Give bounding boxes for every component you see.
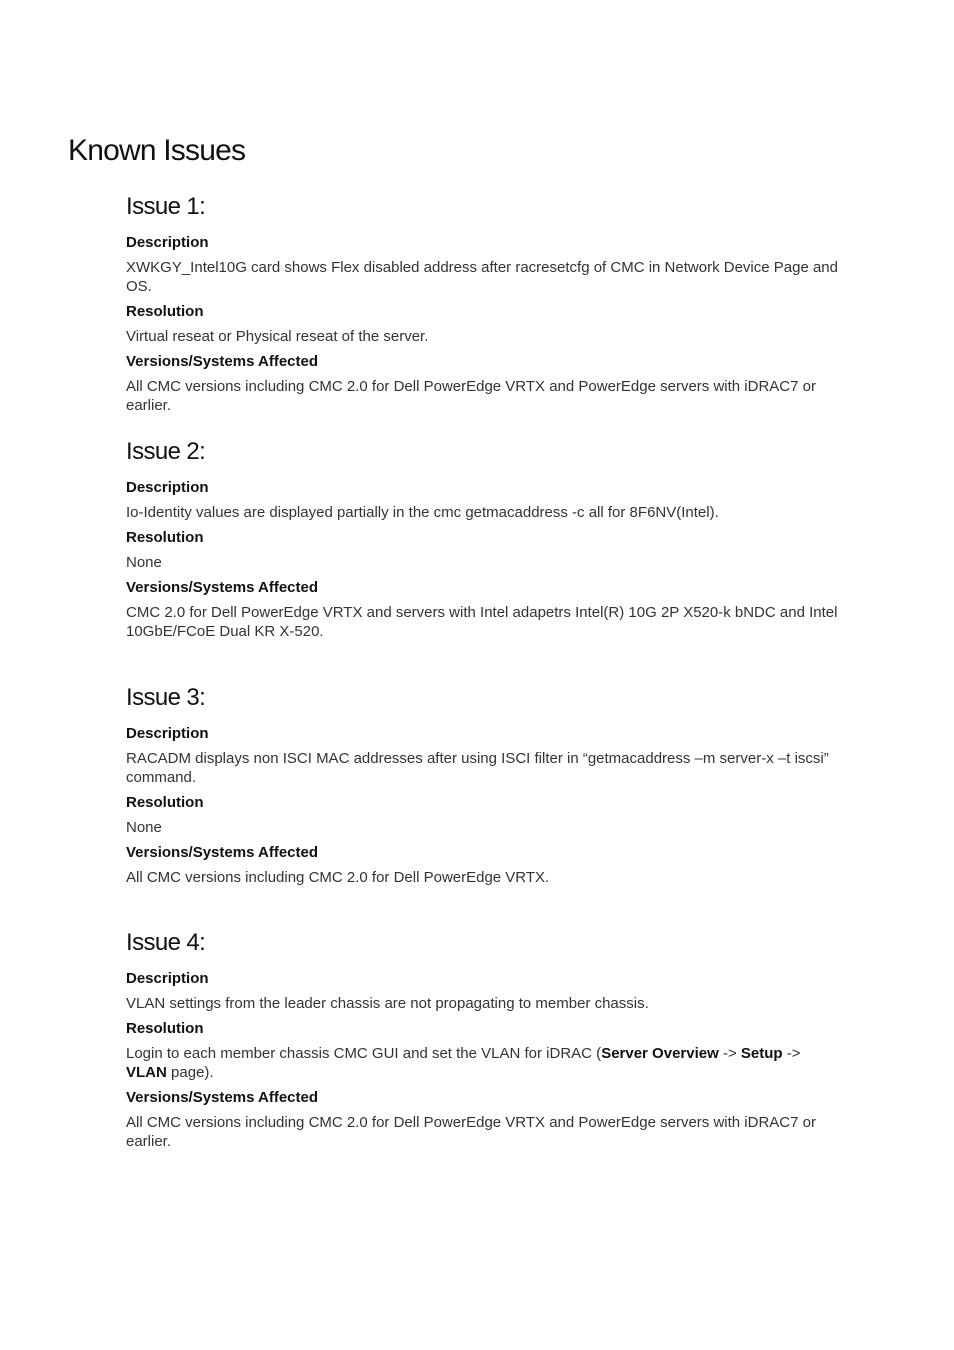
issue-section: [126, 684, 840, 893]
resolution-label: Resolution: [126, 303, 204, 320]
affected-label: Versions/Systems Affected: [126, 844, 319, 861]
setup-term: Setup: [740, 1045, 783, 1062]
affected-text: All CMC versions including CMC 2.0 for Dell PowerEdge VRTX and PowerEdge servers with iDRAC7 or earlier.: [126, 378, 816, 414]
affected-label: Versions/Systems Affected: [126, 1089, 319, 1106]
resolution-prefix: Login to each member chassis CMC GUI and set the VLAN for iDRAC (: [126, 1045, 602, 1062]
affected-text: CMC 2.0 for Dell PowerEdge VRTX and servers with Intel adapetrs Intel(R) 10G 2P X520-k bNDC and Intel 10GbE/FCoE Dual KR X-520.: [126, 604, 838, 640]
affected-label: Versions/Systems Affected: [126, 353, 319, 370]
resolution-text: None: [126, 819, 162, 836]
path-separator: ->: [782, 1045, 801, 1062]
issue-title: Issue 1:: [126, 193, 206, 220]
affected-label: Versions/Systems Affected: [126, 579, 319, 596]
path-separator: ->: [718, 1045, 741, 1062]
issue-section: [126, 929, 840, 1157]
description-label: Description: [126, 479, 209, 496]
description-text: Io-Identity values are displayed partially in the cmc getmacaddress -c all for 8F6NV(Intel).: [126, 504, 719, 521]
issue-title: Issue 4:: [126, 929, 206, 956]
affected-text: All CMC versions including CMC 2.0 for Dell PowerEdge VRTX.: [126, 869, 550, 886]
issue-title: Issue 3:: [126, 684, 206, 711]
description-label: Description: [126, 234, 209, 251]
issue-section: [126, 193, 840, 421]
description-text: XWKGY_Intel10G card shows Flex disabled address after racresetcfg of CMC in Network Device Page and OS.: [126, 259, 838, 295]
description-text: VLAN settings from the leader chassis are not propagating to member chassis.: [126, 995, 649, 1012]
issue-section: [126, 438, 840, 647]
issue-title: Issue 2:: [126, 438, 206, 465]
server-overview-term: Server Overview: [601, 1045, 719, 1062]
description-label: Description: [126, 725, 209, 742]
vlan-term: VLAN: [126, 1064, 167, 1081]
description-label: Description: [126, 970, 209, 987]
resolution-label: Resolution: [126, 529, 204, 546]
resolution-label: Resolution: [126, 794, 204, 811]
resolution-suffix: page).: [166, 1064, 214, 1081]
description-text: RACADM displays non ISCI MAC addresses after using ISCI filter in “getmacaddress –m server-x –t iscsi” command.: [126, 750, 829, 786]
resolution-text: None: [126, 554, 162, 571]
resolution-text: [126, 1044, 840, 1082]
resolution-label: Resolution: [126, 1020, 204, 1037]
resolution-text: Virtual reseat or Physical reseat of the server.: [126, 328, 429, 345]
page-title: Known Issues: [68, 134, 246, 167]
affected-text: All CMC versions including CMC 2.0 for Dell PowerEdge VRTX and PowerEdge servers with iDRAC7 or earlier.: [126, 1114, 816, 1150]
